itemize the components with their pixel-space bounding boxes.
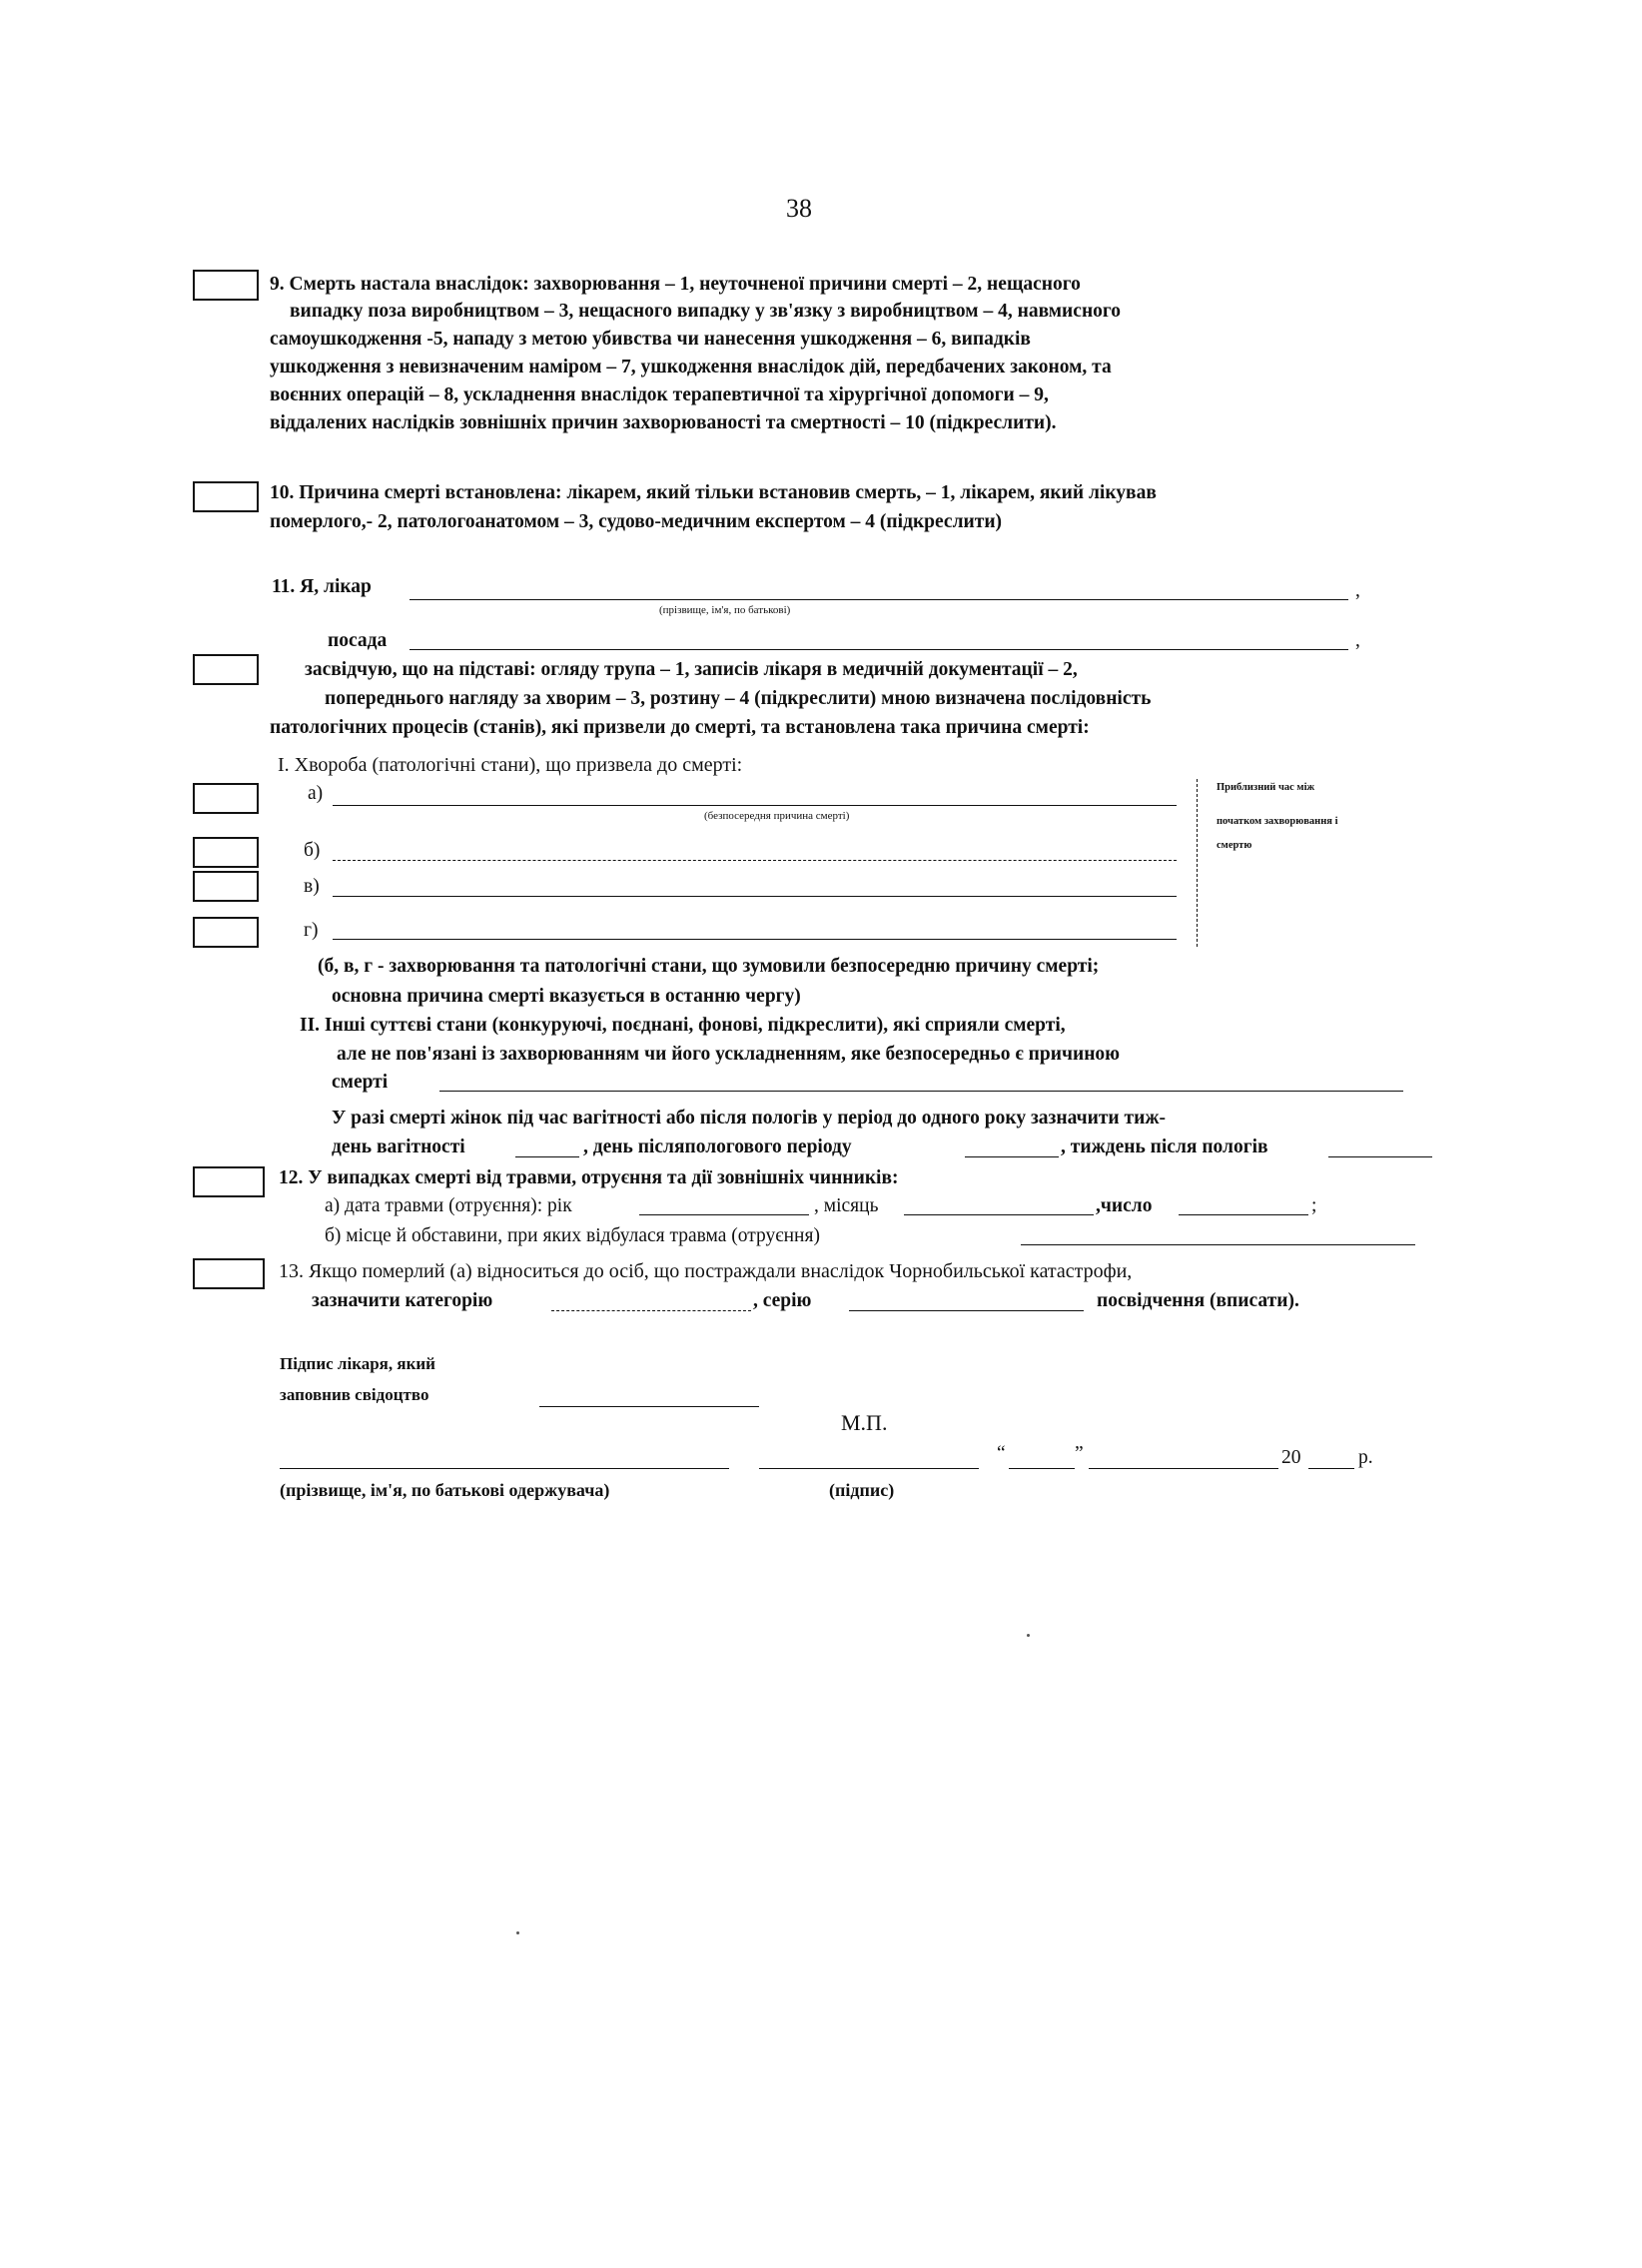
recipient-signature-hint: (підпис) — [829, 1480, 895, 1500]
s9-line-6: віддалених наслідків зовнішніх причин захворюваності та смертності – 10 (підкреслити). — [270, 412, 1057, 433]
trauma-day-line[interactable] — [1179, 1214, 1308, 1215]
s11-line-3: патологічних процесів (станів), які призвели до смерті, та встановлена така причина смерті: — [270, 717, 1090, 738]
pregnancy-line-1: У разі смерті жінок під час вагітності або після пологів у період до одного року зазначити тиж- — [332, 1108, 1166, 1129]
s10-line-2: померлого,- 2, патологоанатомом – 3, судово-медичним експертом – 4 (підкреслити) — [270, 511, 1003, 532]
s13-certificate-label: посвідчення (вписати). — [1097, 1290, 1299, 1311]
s13-category-line[interactable] — [551, 1310, 751, 1311]
code-box-12[interactable] — [193, 1166, 265, 1197]
code-box-11b[interactable] — [193, 837, 259, 868]
signature-label-1: Підпис лікаря, який — [280, 1354, 435, 1373]
cause-b-label: б) — [304, 840, 321, 861]
s11-line-1: засвідчую, що на підставі: огляду трупа – 1, записів лікаря в медичній документації – 2, — [305, 659, 1078, 680]
doctor-signature-line[interactable] — [539, 1406, 759, 1407]
s9-line-1: 9. Смерть настала внаслідок: захворювання – 1, неуточненої причини смерті – 2, нещасного — [270, 274, 1081, 295]
trauma-day-label: ,число — [1096, 1195, 1153, 1216]
cause-b-line[interactable] — [333, 860, 1177, 861]
s13-line-1: 13. Якщо померлий (а) відноситься до осіб, що постраждали внаслідок Чорнобильської катастрофи, — [279, 1260, 1133, 1282]
date-day-line[interactable] — [1009, 1468, 1075, 1469]
s10-line-1: 10. Причина смерті встановлена: лікарем, який тільки встановив смерть, – 1, лікарем, який лікував — [270, 482, 1157, 503]
trauma-year-line[interactable] — [639, 1214, 809, 1215]
cause-a-line[interactable] — [333, 805, 1177, 806]
interval-divider — [1197, 779, 1198, 947]
code-box-10[interactable] — [193, 481, 259, 512]
stamp-place: М.П. — [841, 1410, 888, 1435]
trauma-place-label: б) місце й обставини, при яких відбулася травма (отруєння) — [325, 1225, 820, 1246]
page-number: 38 — [786, 194, 812, 223]
cause-a-label: а) — [308, 783, 324, 804]
s9-line-3: самоушкодження -5, нападу з метою убивства чи нанесення ушкодження – 6, випадків — [270, 329, 1031, 350]
code-box-13[interactable] — [193, 1258, 265, 1289]
postpartum-day-line[interactable] — [965, 1156, 1059, 1157]
trauma-date-label: а) дата травми (отруєння): рік — [325, 1195, 572, 1216]
cause-v-label: в) — [304, 876, 320, 897]
date-year-prefix: 20 — [1281, 1447, 1301, 1468]
recipient-name-hint: (прізвище, ім'я, по батькові одержувача) — [280, 1480, 610, 1500]
s9-line-5: воєнних операцій – 8, ускладнення внаслідок терапевтичної та хірургічної допомоги – 9, — [270, 384, 1049, 405]
part-2-line-1: II. Інші суттєві стани (конкуруючі, поєднані, фонові, підкреслити), які сприяли смерті, — [300, 1015, 1066, 1036]
code-box-11g[interactable] — [193, 917, 259, 948]
scan-speck — [1027, 1634, 1030, 1637]
position-label: посада — [328, 630, 388, 651]
pregnancy-week-line[interactable] — [515, 1156, 579, 1157]
note-line-2: основна причина смерті вказується в останню чергу) — [332, 986, 801, 1007]
s11-line-2: попереднього нагляду за хворим – 3, розтину – 4 (підкреслити) мною визначена послідовність — [325, 688, 1152, 709]
code-box-11a[interactable] — [193, 783, 259, 814]
code-box-11v[interactable] — [193, 871, 259, 902]
recipient-name-line[interactable] — [280, 1468, 729, 1469]
trauma-month-line[interactable] — [904, 1214, 1094, 1215]
doctor-name-hint: (прізвище, ім'я, по батькові) — [659, 604, 791, 616]
doctor-name-line[interactable] — [410, 599, 1348, 600]
s13-category-label: зазначити категорію — [312, 1290, 493, 1311]
interval-label-3: смертю — [1217, 840, 1252, 851]
cause-a-hint: (безпосередня причина смерті) — [704, 810, 850, 822]
position-line[interactable] — [410, 649, 1348, 650]
interval-label-2: початком захворювання і — [1217, 816, 1338, 827]
other-conditions-line[interactable] — [439, 1091, 1403, 1092]
postpartum-week-line[interactable] — [1328, 1156, 1432, 1157]
signature-label-2: заповнив свідоцтво — [280, 1385, 429, 1404]
cause-g-label: г) — [304, 920, 319, 941]
scan-speck — [516, 1931, 519, 1934]
date-month-line[interactable] — [1089, 1468, 1278, 1469]
trauma-place-line[interactable] — [1021, 1244, 1415, 1245]
cause-g-line[interactable] — [333, 939, 1177, 940]
s12-title: 12. У випадках смерті від травми, отруєння та дії зовнішніх чинників: — [279, 1167, 899, 1188]
code-box-9[interactable] — [193, 270, 259, 301]
part-2-line-3: смерті — [332, 1072, 389, 1093]
recipient-signature-line[interactable] — [759, 1468, 979, 1469]
interval-label-1: Приблизний час між — [1217, 782, 1315, 793]
postpartum-day-label: , день післяпологового періоду — [583, 1136, 852, 1157]
doctor-label: 11. Я, лікар — [272, 576, 372, 597]
note-line-1: (б, в, г - захворювання та патологічні стани, що зумовили безпосередню причину смерті; — [318, 956, 1100, 977]
code-box-11[interactable] — [193, 654, 259, 685]
s9-line-2: випадку поза виробництвом – 3, нещасного випадку у зв'язку з виробництвом – 4, навмисного — [290, 301, 1122, 322]
s9-line-4: ушкодження з невизначеним наміром – 7, ушкодження внаслідок дій, передбачених законом, та — [270, 357, 1112, 378]
part-1-heading: I. Хвороба (патологічні стани), що призвела до смерті: — [278, 754, 743, 776]
part-2-line-2: але не пов'язані із захворюванням чи його ускладненням, яке безпосередньо є причиною — [337, 1044, 1121, 1065]
pregnancy-week-label: день вагітності — [332, 1136, 465, 1157]
cause-v-line[interactable] — [333, 896, 1177, 897]
s13-series-label: , серію — [753, 1290, 812, 1311]
page: 38 9. Смерть настала внаслідок: захворювання – 1, неуточненої причини смерті – 2, нещасного випадку поза виробництвом – 3, нещасного випадку у зв'язку з виробництвом – 4, навмисного самоушкодження -5, нападу з метою убивства чи нанесення ушкодження – 6, випадків ушкодження з невизначеним наміром – 7, ушкодження внаслідок дій, передбачених законом, та воєнних операцій – 8, ускладнення внаслідок терапевтичної та хірургічної допомоги – 9, віддалених наслідків зовнішніх причин захворюваності та смертності – 10 (підкреслити). 10. Причина смерті встановлена: лікарем, який тільки встановив смерть, – 1, лікарем, який лікував померлого,- 2, патологоанатомом – 3, судово-медичним експертом – 4 (підкреслити) 11. Я, лікар , (прізвище, ім'я, по батькові) посада , засвідчую, що на підставі: огляду трупа – 1, записів лікаря в медичній документації – 2, попереднього нагляду за хворим – 3, розтину – 4 (підкреслити) мною визначена послідовність патологічних процесів (станів), які призвели до смерті, та встановлена така причина смерті: I. Хвороба (патологічні стани), що призвела до смерті: а) (безпосередня причина смерті) б) в) г) Приблизний час між початком захворювання і смертю (б, в, г - захворювання та патологічні стани, що зумовили безпосередню причину смерті; основна причина смерті вказується в останню чергу) II. Інші суттєві стани (конкуруючі, поєднані, фонові, підкреслити), які сприяли смерті, але не пов'язані із захворюванням чи його ускладненням, яке безпосередньо є причиною смерті У разі смерті жінок під час вагітності або після пологів у період до одного року зазначити тиж- день вагітності , день післяпологового періоду , тиждень після пологів 12. У випадках смерті від травми, отруєння та дії зовнішніх чинників: а) дата травми (отруєння): рік , місяць ,число ; б) місце й обставини, при яких відбулася травма (отруєння) 13. Якщо померлий (а) відноситься до осіб, що постраждали внаслідок Чорнобильської катастрофи, зазначити категорію , серію посвідчення (вписати). Підпис лікаря, який заповнив свідоцтво М.П. “ ” 20 р. (прізвище, ім'я, по батькові одержувача) (підпис) — [0, 0, 1642, 2268]
date-year-suffix: р. — [1358, 1447, 1373, 1468]
date-year-line[interactable] — [1308, 1468, 1354, 1469]
trauma-month-label: , місяць — [814, 1195, 879, 1216]
postpartum-week-label: , тиждень після пологів — [1061, 1136, 1268, 1157]
s13-series-line[interactable] — [849, 1310, 1084, 1311]
